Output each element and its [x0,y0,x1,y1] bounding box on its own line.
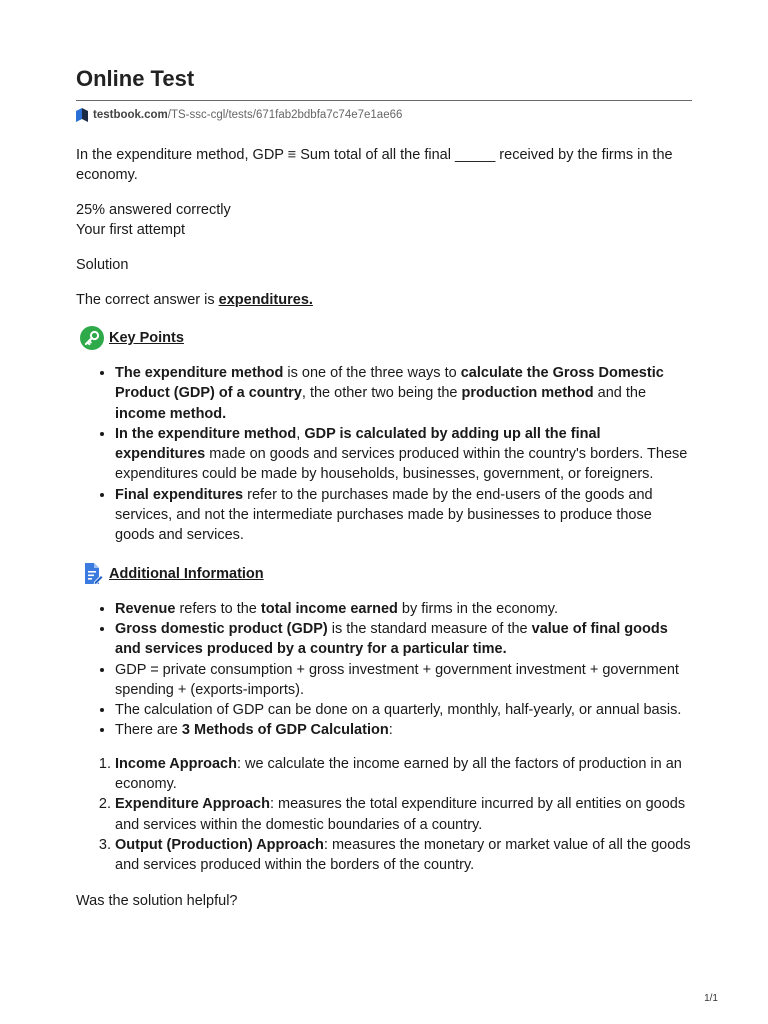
key-icon [80,326,104,350]
bold-text: The expenditure method [115,365,284,381]
bold-text: 3 Methods of GDP Calculation [181,722,389,739]
text: and the [593,385,647,402]
gdp-methods-list [76,754,692,876]
text: There are [115,722,182,739]
bold-text: income method. [115,405,227,422]
additional-info-heading [76,562,692,586]
text: refers to the [175,600,261,617]
additional-info-list [76,599,692,741]
bold-text: production method [461,385,594,402]
additional-info-item [115,599,692,619]
page-number: 1/1 [704,993,718,1004]
testbook-logo-icon [76,108,88,122]
text: by firms in the economy. [397,600,558,617]
bold-text: calculate the Gross Domestic Product (GDP) of a country [115,365,664,402]
bold-text: GDP is calculated by adding up all the final expenditures [115,425,601,463]
attempt-info: Your first attempt [76,222,186,238]
bold-text: Expenditure Approach [115,796,270,813]
additional-info-title: Additional Information [109,565,264,582]
gdp-method-item [115,794,692,835]
additional-info-item [115,660,692,701]
source-url[interactable] [76,107,692,123]
bold-text: Output (Production) Approach [115,836,324,853]
text: is the standard measure of the [327,620,532,637]
bold-text: Income Approach [115,755,237,772]
text: , the other two being the [301,385,462,402]
text: : we calculate the income earned by all the factors of production in an economy. [115,755,682,793]
feedback-prompt[interactable]: Was the solution helpful? [76,892,238,909]
key-points-title: Key Points [109,330,184,346]
answered-rate: 25% answered correctly [76,202,231,218]
text: : measures the total expenditure incurred by all entities on goods and services within the domestic boundaries of a country. [115,796,686,833]
attempt-stats [76,200,692,240]
answer-value: expenditures. [218,292,313,308]
text: , [296,425,305,442]
bold-text: Gross domestic product (GDP) [115,620,328,637]
bold-text: Revenue [115,600,176,617]
bold-text: Final expenditures [115,486,244,503]
solution-label: Solution [76,257,129,273]
key-point-item [115,424,692,485]
document-page [76,64,692,911]
question-text: In the expenditure method, GDP ≡ Sum total of all the final _____ received by the firms in the economy. [76,147,673,183]
text: refer to the purchases made by the end-users of the goods and services, and not the intermediate purchases made by businesses to produce those goods and services. [115,486,653,544]
text: The calculation of GDP can be done on a quarterly, monthly, half-yearly, or annual basis. [115,702,682,719]
correct-answer [76,290,692,310]
additional-info-item [115,700,692,720]
source-path: /TS-ssc-cgl/tests/671fab2bdbfa7c74e7e1ae66 [167,109,403,121]
bold-text: total income earned [260,600,398,617]
text: is one of the three ways to [283,365,461,381]
additional-info-item [115,720,692,740]
additional-info-item [115,619,692,660]
document-edit-icon [80,562,104,586]
text: : [388,722,393,739]
text: : measures the monetary or market value of all the goods and services produced within the borders of the country. [115,836,691,874]
bold-text: In the expenditure method [115,425,297,442]
source-domain: testbook.com [93,109,168,121]
key-points-heading [76,326,692,350]
key-point-item [115,485,692,546]
page-title: Online Test [76,66,195,91]
text: made on goods and services produced within the country's borders. These expenditures could be made by households, businesses, government, or foreigners. [115,446,688,483]
title-divider [76,100,692,101]
gdp-method-item [115,754,692,795]
gdp-method-item [115,835,692,876]
key-point-item [115,363,692,424]
text: GDP = private consumption + gross investment + government investment + government spending + (exports-imports). [115,661,679,698]
bold-text: value of final goods and services produced by a country for a particular time. [115,620,668,658]
answer-prefix: The correct answer is [76,292,219,308]
key-points-list [76,363,692,546]
